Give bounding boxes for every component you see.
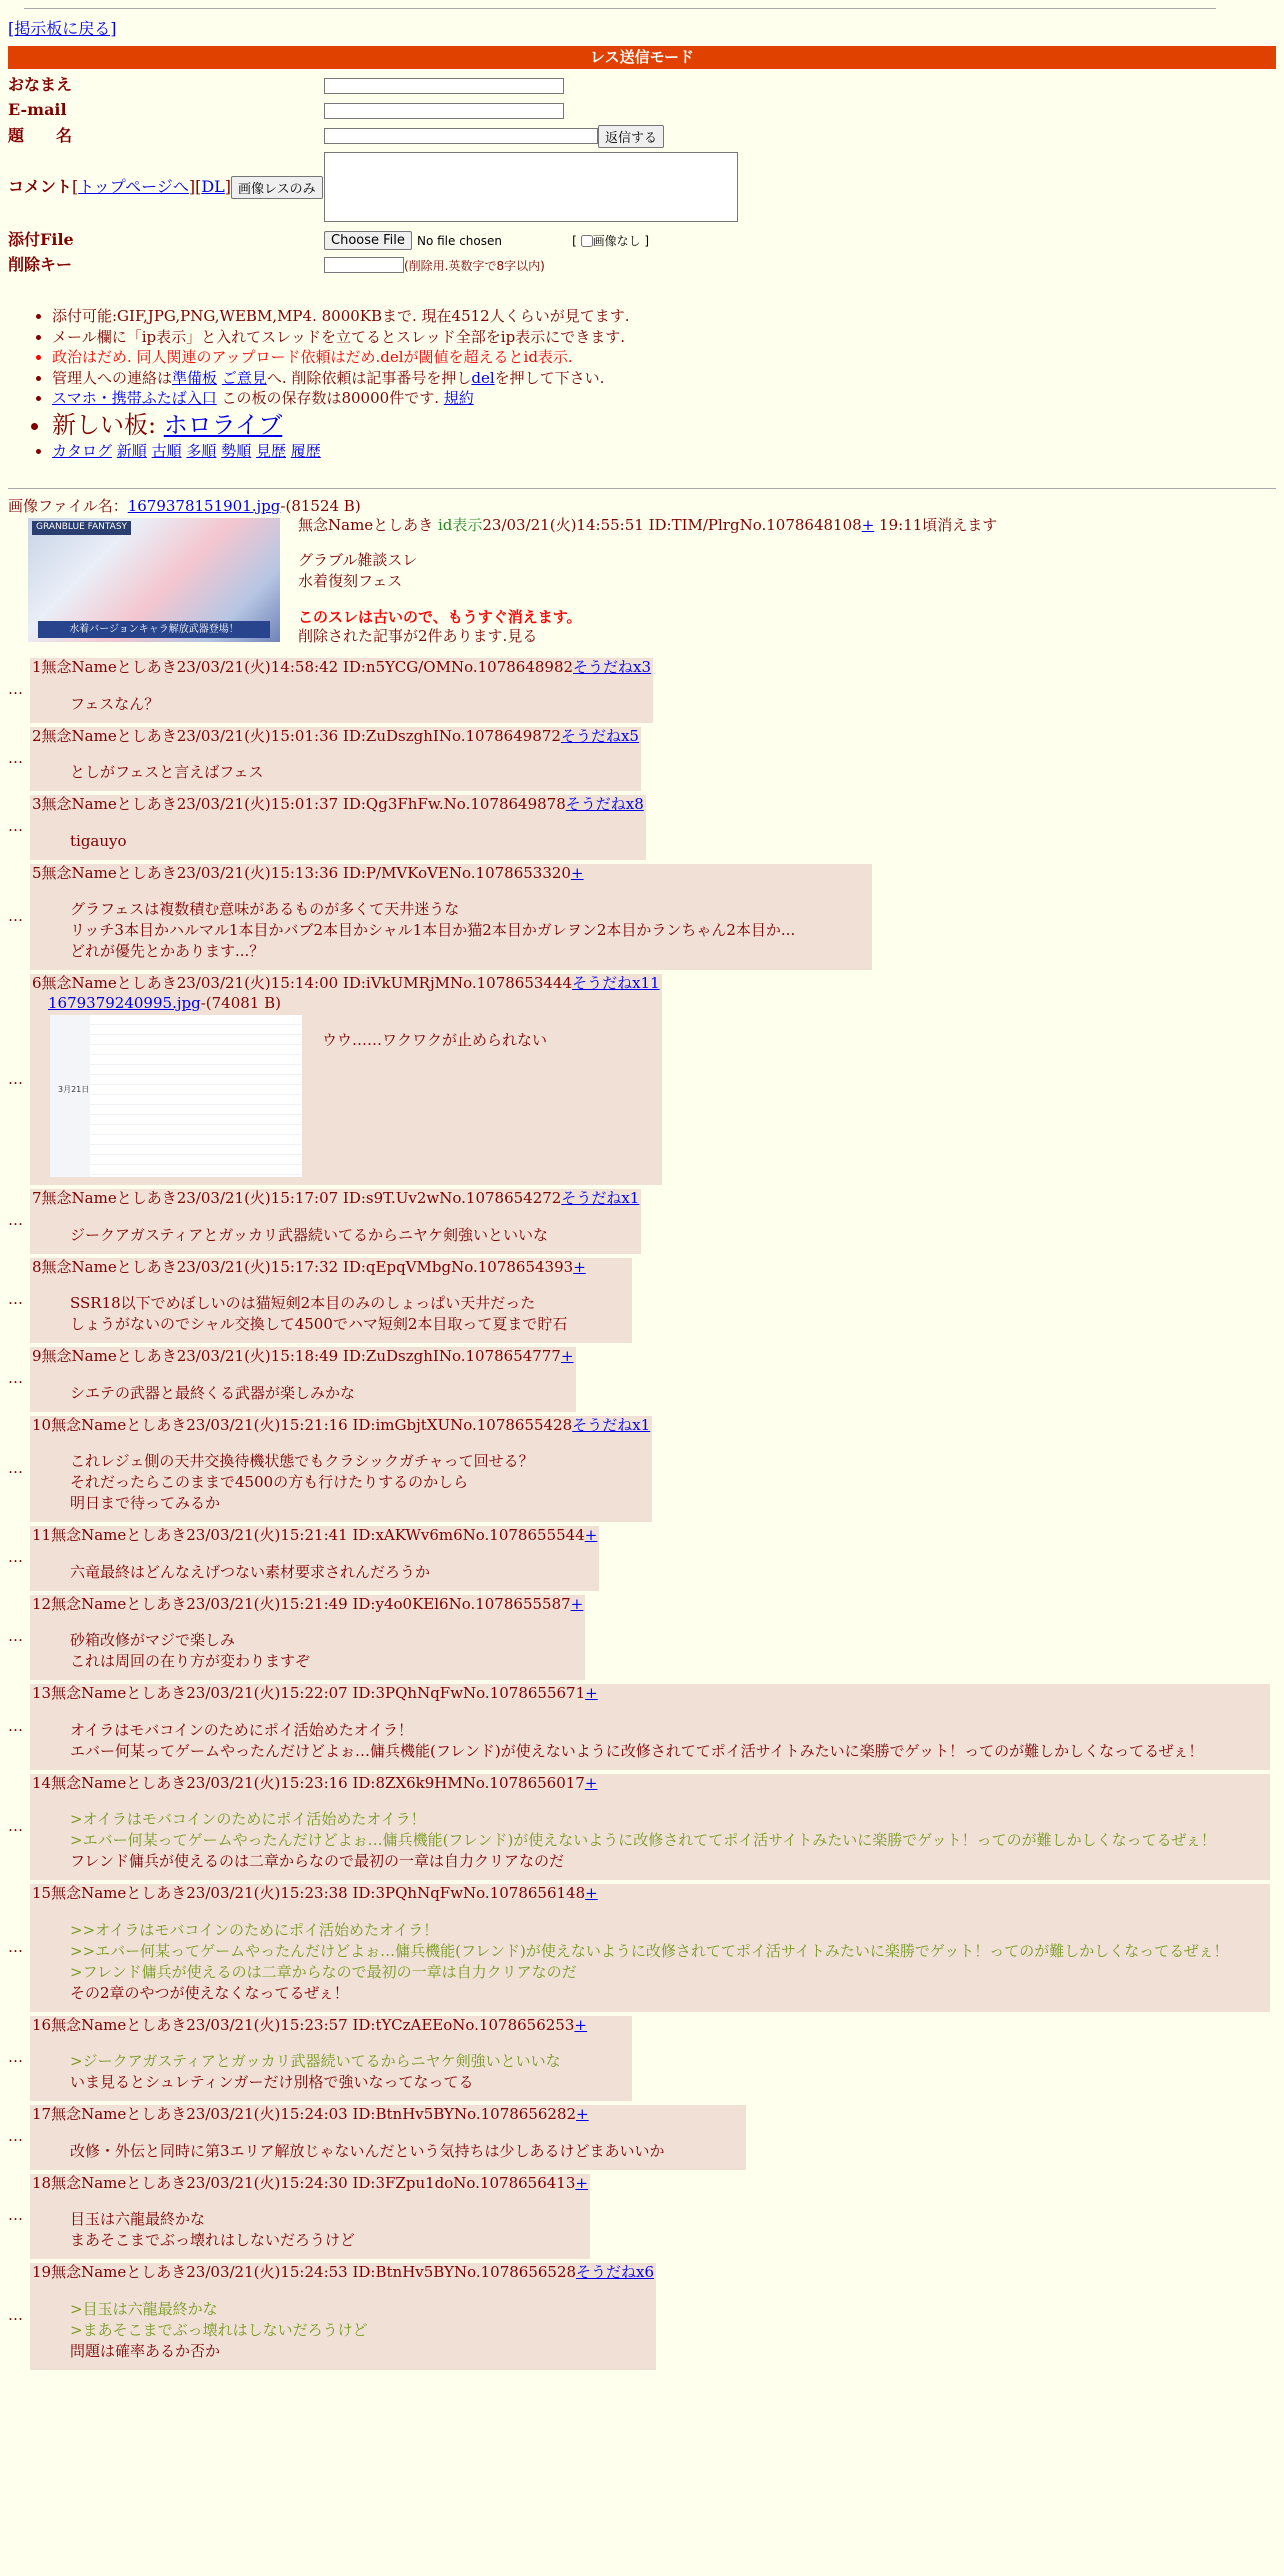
sodane-link[interactable]: + [585,1684,598,1703]
reply-post [30,1884,1270,2012]
reply-menu-icon[interactable]: … [8,1627,23,1646]
reply-message: グラフェスは複数積む意味があるものが多くて天井迷うな リッチ3本目かハルマル1本目かバブ2本目かシャル1本目か猫2本目かガレヲン2本目かランちゃん2本目か... どれが優先とかあります...？ [70,900,796,961]
submit-reply-button[interactable]: 返信する [598,125,664,148]
op-file-link[interactable]: 1679378151901.jpg [127,496,281,515]
notice-rules: • 政治はだめ. 同人関連のアップロード依頼はだめ.delが閾値を超えるとid表示. [52,348,1276,368]
reply-file-link[interactable]: 1679379240995.jpg [48,993,201,1012]
quote-line: >目玉は六龍最終かな [70,2299,218,2318]
reply-post [30,1774,1270,1881]
reply-header [30,2263,656,2283]
post-form: おなまえ E-mail 題 名 返信する コメント[トップページへ][DL] 画像レスのみ 添付File Choose File No file chosen [ 画像なし ] 削除キー (削除用.英数字で8字以内) [8,73,1276,277]
no-image-label: 画像なし [592,233,641,248]
quote-line: >>オイラはモバコインのためにポイ活始めたオイラ！ [70,1920,439,1939]
delete-key-label: 削除キー [8,254,73,274]
reply-row [8,1595,1276,1681]
reply-menu-icon[interactable]: … [8,748,23,767]
quote-line: >フレンド傭兵が使えるのは二章からなので最初の一章は自力クリアなのだ [70,1962,577,1981]
reply-post [30,864,872,971]
reply-header [30,864,872,884]
reply-number: 15 [32,1884,52,1903]
reply-message: としがフェスと言えばフェス [70,763,264,782]
reply-number: 17 [32,2105,52,2124]
sodane-link[interactable]: + [584,1526,598,1545]
delete-key-input[interactable] [324,257,404,273]
op-plus-link[interactable]: + [861,516,875,535]
reply-menu-icon[interactable]: … [8,2306,23,2325]
sodane-link[interactable]: そうだねx3 [573,658,652,677]
reply-number: 5 [32,863,42,882]
reply-meta: 無念Nameとしあき23/03/21(火)15:24:53 ID:BtnHv5BYNo.1078656528 [51,2263,577,2282]
reply-number: 10 [32,1415,52,1434]
reply-message: tigauyo [70,831,127,850]
dl-link[interactable]: DL [201,177,225,197]
no-image-wrap: [ 画像なし ] [572,233,650,248]
reply-row [8,2105,1276,2170]
reply-message: 改修・外伝と同時に第3エリア解放じゃないんだという気持ちは少しあるけどまあいいか [70,2141,665,2160]
post-history-link[interactable]: 履歴 [290,442,321,461]
reply-header [30,795,646,815]
reply-menu-icon[interactable]: … [8,1211,23,1230]
reply-meta: 無念Nameとしあき23/03/21(火)15:21:49 ID:y4o0KEl6No.1078655587 [51,1594,571,1613]
reply-post [30,1416,652,1523]
reply-menu-icon[interactable]: … [8,2127,23,2146]
reply-message: ウウ……ワクワクが止められない [322,1031,548,1050]
choose-file-button[interactable]: Choose File [324,231,412,250]
subject-input[interactable] [324,128,598,144]
reply-menu-icon[interactable]: … [8,906,23,925]
reply-image-wrap [30,1013,662,1177]
sodane-link[interactable]: + [570,1594,584,1613]
reply-number: 13 [32,1684,52,1703]
reply-menu-icon[interactable]: … [8,2206,23,2225]
reply-row [8,1416,1276,1523]
thread-divider [8,488,1276,489]
reply-post [30,1526,599,1591]
reply-header [30,1526,599,1546]
feedback-link[interactable]: ご意見 [221,368,267,387]
reply-menu-icon[interactable]: … [8,680,23,699]
sort-new-link[interactable]: 新順 [116,442,147,461]
reply-number: 18 [32,2173,52,2192]
reply-menu-icon[interactable]: … [8,817,23,836]
reply-number: 12 [32,1594,52,1613]
reply-meta: 無念Nameとしあき23/03/21(火)15:17:07 ID:s9T.Uv2wNo.1078654272 [41,1189,562,1208]
reply-number: 3 [32,795,42,814]
sodane-link[interactable]: そうだねx1 [561,1189,640,1208]
reply-row [8,795,1276,860]
reply-message: 六竜最終はどんなえげつない素材要求されんだろうか [70,1562,431,1581]
reply-number: 19 [32,2263,52,2282]
reply-header [30,1416,652,1436]
reply-message: これレジェ側の天井交換待機状態でもクラシックガチャって回せる？ それだったらこのままで4500の方も行けたりするのかしら 明日まで待ってみるか [70,1452,534,1513]
quote-line: >オイラはモバコインのためにポイ活始めたオイラ！ [70,1810,426,1829]
reply-message: シエテの武器と最終くる武器が楽しみかな [70,1383,356,1402]
file-label: 添付File [8,229,74,249]
subject-label: 題 名 [8,125,73,145]
reply-row [8,658,1276,723]
reply-row [8,974,1276,1185]
notice-mobile: • スマホ・携帯ふたば入口 この板の保存数は80000件です. 規約 [52,389,1276,409]
reply-row [8,2263,1276,2370]
deleted-notice: 削除された記事が2件あります.見る [298,627,538,646]
catalog-link[interactable]: カタログ [52,442,113,461]
notice-upload: • 添付可能:GIF,JPG,PNG,WEBM,MP4. 8000KBまで. 現在4512人くらいが見てます. [52,307,1276,327]
reply-number: 7 [32,1189,42,1208]
reply-header [30,1258,632,1278]
op-header: 無念Nameとしあき id表示23/03/21(火)14:55:51 ID:TIM/PlrgNo.1078648108+ 19:11頃消えます [298,516,998,535]
op-body [298,516,1276,647]
sodane-link[interactable]: + [574,2015,587,2034]
quote-line: >まあそこまでぶっ壊れはしないだろうけど [70,2320,368,2339]
reply-message: オイラはモバコインのためにポイ活始めたオイラ！ エバー何某ってゲームやったんだけどよぉ…傭兵機能(フレンド)が使えないように改修されててポイ活サイトみたいに楽勝でゲット！ってのが難しかしくなってるぜぇ！ [70,1720,1204,1760]
mobile-entrance-link[interactable]: スマホ・携帯ふたば入口 [52,389,217,408]
reply-message: フェスなん？ [70,694,160,713]
reply-thumbnail[interactable] [50,1015,302,1177]
delete-key-note: (削除用.英数字で8字以内) [404,258,545,273]
reply-meta: 無念Nameとしあき23/03/21(火)15:01:37 ID:Qg3FhFw.No.1078649878 [41,795,566,814]
reply-header [30,727,641,747]
reply-number: 9 [32,1347,42,1366]
reply-post [30,658,653,723]
reply-row [8,2016,1276,2102]
back-link-wrap [8,19,1276,40]
reply-message: ジークアガスティアとガッカリ武器続いてるからニヤケ剣強いといいな [70,1225,549,1244]
op-thumbnail[interactable] [28,518,280,642]
page [0,8,1284,2370]
reply-post [30,1595,585,1681]
sodane-link[interactable]: そうだねx6 [576,2263,655,2282]
sort-old-link[interactable]: 古順 [151,442,182,461]
sodane-link[interactable]: + [575,2173,588,2192]
reply-meta: 無念Nameとしあき23/03/21(火)14:58:42 ID:n5YCG/OMNo.1078648982 [41,658,574,677]
sodane-link[interactable]: + [570,863,584,882]
quote-line: >>エバー何某ってゲームやったんだけどよぉ…傭兵機能(フレンド)が使えないように改修されててポイ活サイトみたいに楽勝でゲット！ってのが難しかしくなってるぜぇ！ [70,1941,1229,1960]
id-display-label: id表示 [437,516,483,535]
reply-post [30,1189,641,1254]
reply-row [8,2174,1276,2260]
notice-new-board: • 新しい板: ホロライブ [52,410,1276,441]
reply-file-line: 1679379240995.jpg-(74081 B) [48,993,281,1012]
sort-links [52,442,1276,462]
op-file-line: 画像ファイル名：1679378151901.jpg-(81524 B) [8,496,361,515]
op-post [8,516,1276,654]
reply-message: >>オイラはモバコインのためにポイ活始めたオイラ！ >>エバー何某ってゲームやったんだけどよぉ…傭兵機能(フレンド)が使えないように改修されててポイ活サイトみたいに楽勝でゲット！ってのが難しかしくなってるぜぇ！ >フレンド傭兵が使えるのは二章からなので最初の一章は自力クリアなのだ その2章のやつが使えなくなってるぜぇ！ [70,1920,1229,2002]
sodane-link[interactable]: そうだねx5 [560,726,639,745]
reply-row [8,1884,1276,2012]
reply-menu-icon[interactable]: … [8,1458,23,1477]
reply-message: >ジークアガスティアとガッカリ武器続いてるからニヤケ剣強いといいな いま見るとシュレティンガーだけ別格で強いなってなってる [70,2051,592,2093]
reply-message: >目玉は六龍最終かな >まあそこまでぶっ壊れはしないだろうけど 問題は確率あるか否か [70,2299,616,2362]
view-history-link[interactable]: 見歴 [255,442,286,461]
reply-meta: 無念Nameとしあき23/03/21(火)15:18:49 ID:ZuDszghINo.1078654777 [41,1347,561,1366]
reply-message: 砂箱改修がマジで楽しみ これは周回の在り方が変わりますぞ [70,1631,311,1671]
quote-line: >エバー何某ってゲームやったんだけどよぉ…傭兵機能(フレンド)が使えないように改修されててポイ活サイトみたいに楽勝でゲット！ってのが難しかしくなってるぜぇ！ [70,1831,1216,1850]
name-input[interactable] [324,78,564,94]
top-page-link[interactable]: トップページへ [78,177,189,197]
reply-post [30,2016,632,2102]
reply-number: 16 [32,2015,52,2034]
reply-row [8,1347,1276,1412]
reply-meta: 無念Nameとしあき23/03/21(火)15:21:16 ID:imGbjtXUNo.1078655428 [51,1415,573,1434]
reply-number: 2 [32,726,42,745]
reply-header [30,1595,585,1615]
reply-message: SSR18以下でめぼしいのは猫短剣2本目のみのしょっぱい天井だった しょうがないのでシャル交換して4500でハマ短剣2本目取って夏まで貯石 [70,1294,568,1334]
reply-message: >オイラはモバコインのためにポイ活始めたオイラ！ >エバー何某ってゲームやったんだけどよぉ…傭兵機能(フレンド)が使えないように改修されててポイ活サイトみたいに楽勝でゲット！ってのが難しかしくなってるぜぇ！ フレンド傭兵が使えるのは二章からなので最初の一章は自力クリアなのだ [70,1809,1230,1872]
reply-header [30,1189,641,1209]
reply-number: 11 [32,1526,52,1545]
reply-header [30,1884,1270,1904]
reply-header [30,1774,1270,1794]
prep-board-link[interactable]: 準備板 [172,368,218,387]
reply-post [30,2174,590,2260]
reply-meta: 無念Nameとしあき23/03/21(火)15:14:00 ID:iVkUMRjMNo.1078653444 [41,974,573,993]
top-divider [24,8,1216,9]
notice-contact: • 管理人への連絡は準備板 ご意見へ. 削除依頼は記事番号を押しdelを押して下さい. [52,369,1276,389]
reply-message: 目玉は六龍最終かな まあそこまでぶっ壊れはしないだろうけど [70,2210,356,2250]
reply-header [30,1347,576,1367]
sodane-link[interactable]: + [573,1257,586,1276]
email-input[interactable] [324,103,564,119]
reply-meta: 無念Nameとしあき23/03/21(火)15:22:07 ID:3PQhNqFwNo.1078655671 [51,1684,586,1703]
thumb-caption: 水着バージョンキャラ解放武器登場！ [38,621,270,638]
reply-header [30,658,653,678]
reply-row [8,1258,1276,1344]
reply-post [30,1258,632,1344]
reply-number: 8 [32,1257,42,1276]
reply-menu-icon[interactable]: … [8,1716,23,1735]
op-message: グラブル雑談スレ 水着復刻フェス [298,550,418,590]
reply-post [30,795,646,860]
comment-textarea[interactable] [324,152,738,222]
reply-menu-icon[interactable]: … [8,1290,23,1309]
reply-header [30,2016,632,2036]
no-file-text: No file chosen [416,233,502,248]
quote-line: >ジークアガスティアとガッカリ武器続いてるからニヤケ剣強いといいな [70,2052,561,2071]
reply-header [30,1684,1270,1704]
reply-menu-icon[interactable]: … [8,2048,23,2067]
notice-list [8,307,1276,461]
sodane-link[interactable]: + [560,1347,574,1366]
thumb-date-label: 3月21日 [58,1085,90,1095]
sodane-link[interactable]: + [584,1773,598,1792]
reply-row [8,864,1276,971]
reply-row [8,1526,1276,1591]
old-thread-warning: このスレは古いので、もうすぐ消えます。 [298,607,582,626]
del-link[interactable]: del [471,368,495,387]
reply-menu-icon[interactable]: … [8,1937,23,1956]
mode-title: レス送信モード [8,46,1276,70]
reply-post [30,974,662,1185]
reply-meta: 無念Nameとしあき23/03/21(火)15:23:57 ID:tYCzAEEoNo.1078656253 [51,2015,575,2034]
sodane-link[interactable]: そうだねx11 [572,974,660,993]
reply-number: 6 [32,974,42,993]
reply-meta: 無念Nameとしあき23/03/21(火)15:23:16 ID:8ZX6k9HMNo.1078656017 [51,1773,585,1792]
reply-meta: 無念Nameとしあき23/03/21(火)15:01:36 ID:ZuDszghINo.1078649872 [41,726,561,745]
expire-text: 19:11頃消えます [879,516,998,535]
reply-post [30,1684,1270,1770]
reply-menu-icon[interactable]: … [8,1548,23,1567]
image-only-button[interactable]: 画像レスのみ [231,176,323,199]
sodane-link[interactable]: + [576,2105,589,2124]
reply-meta: 無念Nameとしあき23/03/21(火)15:24:03 ID:BtnHv5BYNo.1078656282 [51,2105,577,2124]
reply-meta: 無念Nameとしあき23/03/21(火)15:13:36 ID:P/MVKoVENo.1078653320 [41,863,571,882]
reply-number: 14 [32,1773,52,1792]
sort-many-link[interactable]: 多順 [186,442,217,461]
reply-meta: 無念Nameとしあき23/03/21(火)15:23:38 ID:3PQhNqFwNo.1078656148 [51,1884,586,1903]
reply-menu-icon[interactable]: … [8,1069,23,1088]
reply-meta: 無念Nameとしあき23/03/21(火)15:17:32 ID:qEpqVMbgNo.1078654393 [41,1257,574,1276]
reply-menu-icon[interactable]: … [8,1369,23,1388]
reply-post [30,2105,746,2170]
name-label: おなまえ [8,75,73,95]
reply-row [8,727,1276,792]
sort-momentum-link[interactable]: 勢順 [221,442,252,461]
reply-number: 1 [32,658,42,677]
reply-post [30,1347,576,1412]
reply-row [8,1189,1276,1254]
reply-header [30,2174,590,2194]
hololive-board-link[interactable]: ホロライブ [163,410,283,439]
back-to-board-link[interactable]: [掲示板に戻る] [8,19,117,38]
reply-header [30,2105,746,2125]
reply-row [8,1774,1276,1881]
reply-post [30,2263,656,2370]
reply-menu-icon[interactable]: … [8,1816,23,1835]
reply-list [8,658,1276,2370]
notice-ip: • メール欄に「ip表示」と入れてスレッドを立てるとスレッド全部をip表示にできます. [52,328,1276,348]
reply-header [30,974,662,994]
reply-meta: 無念Nameとしあき23/03/21(火)15:24:30 ID:3FZpu1doNo.1078656413 [51,2173,576,2192]
sodane-link[interactable]: そうだねx1 [572,1415,651,1434]
no-image-checkbox[interactable] [581,235,593,247]
reply-row [8,1684,1276,1770]
sodane-link[interactable]: + [585,1884,598,1903]
sodane-link[interactable]: そうだねx8 [565,795,644,814]
comment-label: コメント [8,177,73,197]
email-label: E-mail [8,100,67,120]
reply-meta: 無念Nameとしあき23/03/21(火)15:21:41 ID:xAKWv6m6No.1078655544 [51,1526,585,1545]
reply-post [30,727,641,792]
thumb-logo: GRANBLUE FANTASY [32,521,131,535]
terms-link[interactable]: 規約 [443,389,474,408]
